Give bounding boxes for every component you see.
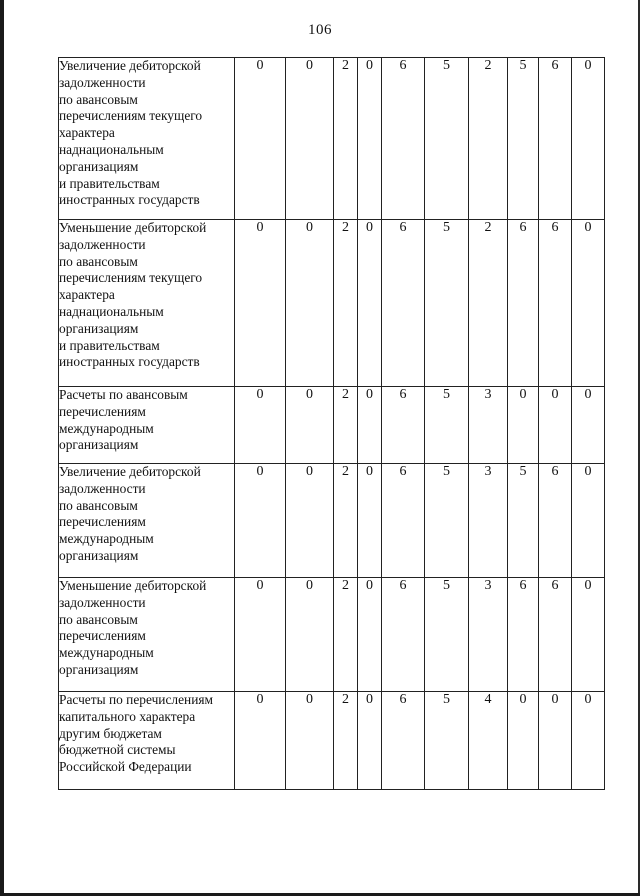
code-digit-cell: 0 bbox=[235, 220, 286, 387]
code-digit-cell: 6 bbox=[382, 464, 425, 578]
code-digit-cell: 3 bbox=[469, 464, 508, 578]
table-row bbox=[59, 578, 605, 692]
row-label: Увеличение дебиторской задолженности по авансовым перечислениям текущего характера наднациональным организациям и правительствам иностранных государств bbox=[59, 58, 235, 220]
code-digit-cell: 0 bbox=[235, 464, 286, 578]
table-row bbox=[59, 692, 605, 790]
code-digit-cell: 3 bbox=[469, 387, 508, 464]
table-row bbox=[59, 220, 605, 387]
code-digit-cell: 0 bbox=[572, 220, 605, 387]
code-digit-cell: 0 bbox=[235, 578, 286, 692]
code-digit-cell: 6 bbox=[539, 578, 572, 692]
scan-border-left bbox=[0, 0, 4, 896]
code-digit-cell: 0 bbox=[286, 387, 334, 464]
code-digit-cell: 6 bbox=[382, 578, 425, 692]
row-label: Расчеты по перечислениям капитального характера другим бюджетам бюджетной системы Российской Федерации bbox=[59, 692, 235, 790]
row-label: Расчеты по авансовым перечислениям международным организациям bbox=[59, 387, 235, 464]
code-digit-cell: 2 bbox=[334, 692, 358, 790]
code-digit-cell: 5 bbox=[425, 220, 469, 387]
page-number: 106 bbox=[308, 22, 332, 38]
row-label: Уменьшение дебиторской задолженности по авансовым перечислениям международным организациям bbox=[59, 578, 235, 692]
code-digit-cell: 5 bbox=[425, 387, 469, 464]
table-row bbox=[59, 58, 605, 220]
code-digit-cell: 0 bbox=[286, 464, 334, 578]
code-digit-cell: 6 bbox=[539, 464, 572, 578]
code-digit-cell: 5 bbox=[425, 58, 469, 220]
code-digit-cell: 0 bbox=[286, 220, 334, 387]
row-label: Увеличение дебиторской задолженности по авансовым перечислениям международным организациям bbox=[59, 464, 235, 578]
code-digit-cell: 3 bbox=[469, 578, 508, 692]
code-digit-cell: 5 bbox=[425, 692, 469, 790]
code-digit-cell: 2 bbox=[334, 578, 358, 692]
code-digit-cell: 6 bbox=[508, 578, 539, 692]
code-digit-cell: 0 bbox=[235, 387, 286, 464]
code-digit-cell: 0 bbox=[358, 578, 382, 692]
code-digit-cell: 0 bbox=[572, 578, 605, 692]
code-digit-cell: 2 bbox=[334, 464, 358, 578]
code-digit-cell: 5 bbox=[425, 464, 469, 578]
code-digit-cell: 0 bbox=[572, 692, 605, 790]
code-digit-cell: 6 bbox=[382, 58, 425, 220]
table-row bbox=[59, 387, 605, 464]
code-digit-cell: 0 bbox=[286, 58, 334, 220]
code-digit-cell: 0 bbox=[539, 387, 572, 464]
code-digit-cell: 5 bbox=[508, 464, 539, 578]
code-digit-cell: 6 bbox=[539, 220, 572, 387]
code-digit-cell: 0 bbox=[358, 220, 382, 387]
code-digit-cell: 0 bbox=[358, 58, 382, 220]
row-label: Уменьшение дебиторской задолженности по авансовым перечислениям текущего характера наднациональным организациям и правительствам иностранных государств bbox=[59, 220, 235, 387]
code-digit-cell: 0 bbox=[539, 692, 572, 790]
code-digit-cell: 5 bbox=[508, 58, 539, 220]
code-digit-cell: 4 bbox=[469, 692, 508, 790]
code-digit-cell: 2 bbox=[334, 58, 358, 220]
account-code-table bbox=[58, 57, 605, 790]
code-digit-cell: 0 bbox=[358, 692, 382, 790]
code-digit-cell: 2 bbox=[334, 387, 358, 464]
code-digit-cell: 6 bbox=[382, 692, 425, 790]
code-digit-cell: 0 bbox=[572, 58, 605, 220]
code-digit-cell: 0 bbox=[508, 387, 539, 464]
code-digit-cell: 0 bbox=[286, 578, 334, 692]
code-digit-cell: 0 bbox=[358, 464, 382, 578]
code-digit-cell: 0 bbox=[235, 692, 286, 790]
code-digit-cell: 6 bbox=[382, 220, 425, 387]
code-digit-cell: 0 bbox=[235, 58, 286, 220]
code-digit-cell: 5 bbox=[425, 578, 469, 692]
code-digit-cell: 6 bbox=[508, 220, 539, 387]
code-digit-cell: 2 bbox=[469, 220, 508, 387]
account-code-table-container bbox=[58, 57, 604, 790]
code-digit-cell: 6 bbox=[382, 387, 425, 464]
code-digit-cell: 0 bbox=[572, 464, 605, 578]
table-row bbox=[59, 464, 605, 578]
code-digit-cell: 0 bbox=[358, 387, 382, 464]
code-digit-cell: 0 bbox=[572, 387, 605, 464]
code-digit-cell: 0 bbox=[286, 692, 334, 790]
code-digit-cell: 2 bbox=[334, 220, 358, 387]
code-digit-cell: 2 bbox=[469, 58, 508, 220]
code-digit-cell: 0 bbox=[508, 692, 539, 790]
code-digit-cell: 6 bbox=[539, 58, 572, 220]
